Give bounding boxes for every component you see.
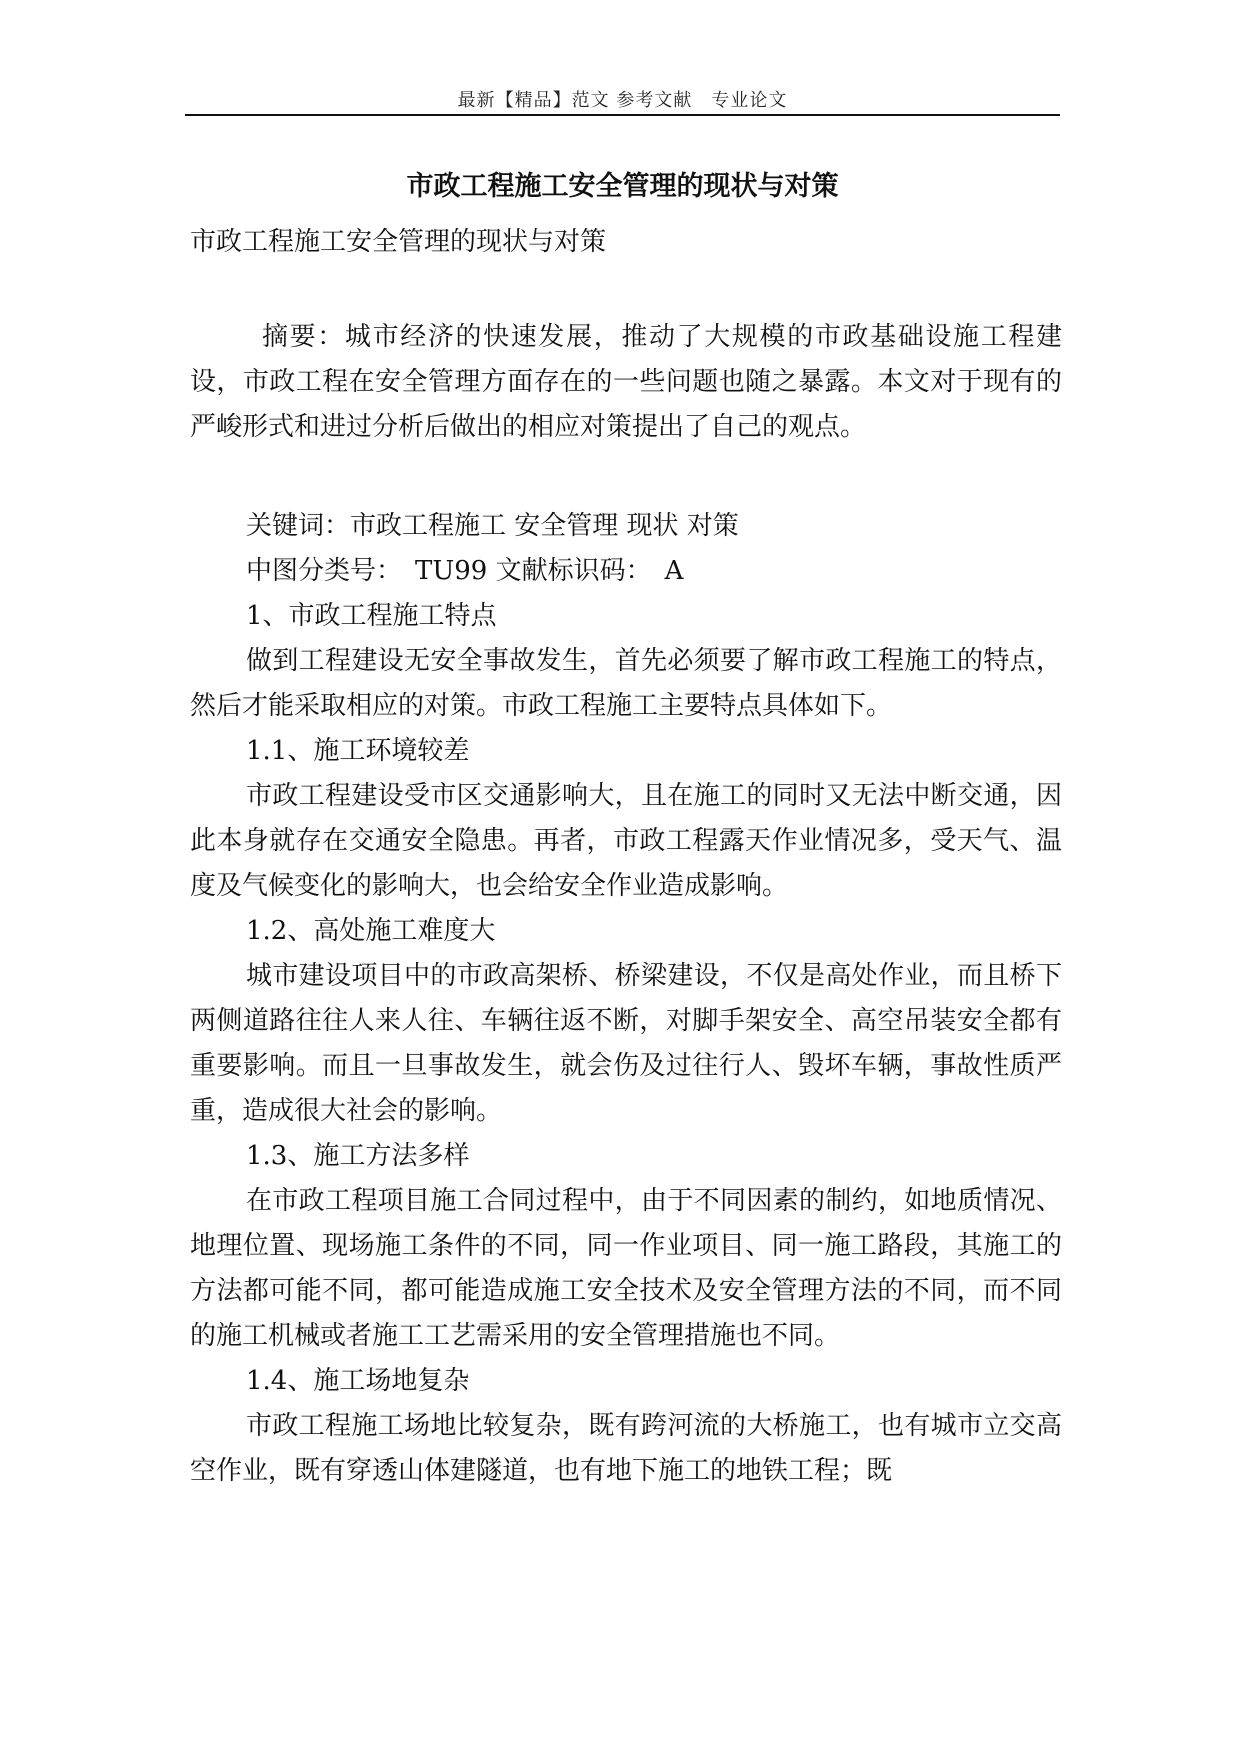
section-heading-1-2: 1.2、高处施工难度大: [246, 916, 496, 946]
section-heading-1-3: 1.3、施工方法多样: [246, 1141, 470, 1171]
document-title: 市政工程施工安全管理的现状与对策: [406, 171, 839, 202]
abstract-paragraph: 摘要：城市经济的快速发展，推动了大规模的市政基础设施工程建设，市政工程在安全管理方面存在的一些问题也随之暴露。本文对于现有的严峻形式和进过分析后做出的相应对策提出了自己的观点。: [190, 322, 1062, 442]
section-body-1-4: 市政工程施工场地比较复杂，既有跨河流的大桥施工，也有城市立交高空作业，既有穿透山体建隧道，也有地下施工的地铁工程；既: [190, 1411, 1062, 1486]
document-body: [190, 220, 1062, 1494]
section-heading-1-1: 1.1、施工环境较差: [246, 736, 470, 766]
header-rule: [185, 114, 1060, 116]
keywords-line: 关键词：市政工程施工 安全管理 现状 对策: [246, 511, 739, 541]
section-heading-1: 1、市政工程施工特点: [246, 601, 497, 631]
page-header: 最新【精品】范文 参考文献 专业论文: [457, 90, 788, 111]
section-heading-1-4: 1.4、施工场地复杂: [246, 1366, 470, 1396]
section-body-1-3: 在市政工程项目施工合同过程中，由于不同因素的制约，如地质情况、地理位置、现场施工条件的不同，同一作业项目、同一施工路段，其施工的方法都可能不同，都可能造成施工安全技术及安全管理方法的不同，而不同的施工机械或者施工工艺需采用的安全管理措施也不同。: [190, 1186, 1062, 1351]
section-body-1-1: 市政工程建设受市区交通影响大，且在施工的同时又无法中断交通，因此本身就存在交通安全隐患。再者，市政工程露天作业情况多，受天气、温度及气候变化的影响大，也会给安全作业造成影响。: [190, 781, 1062, 901]
classification-line: 中图分类号： TU99 文献标识码： A: [246, 556, 684, 586]
section-body-1: 做到工程建设无安全事故发生，首先必须要了解市政工程施工的特点，然后才能采取相应的对策。市政工程施工主要特点具体如下。: [190, 646, 1062, 721]
document-subtitle: 市政工程施工安全管理的现状与对策: [190, 227, 607, 257]
section-body-1-2: 城市建设项目中的市政高架桥、桥梁建设，不仅是高处作业，而且桥下两侧道路往往人来人往、车辆往返不断，对脚手架安全、高空吊装安全都有重要影响。而且一旦事故发生，就会伤及过往行人、毁坏车辆，事故性质严重，造成很大社会的影响。: [190, 961, 1062, 1126]
